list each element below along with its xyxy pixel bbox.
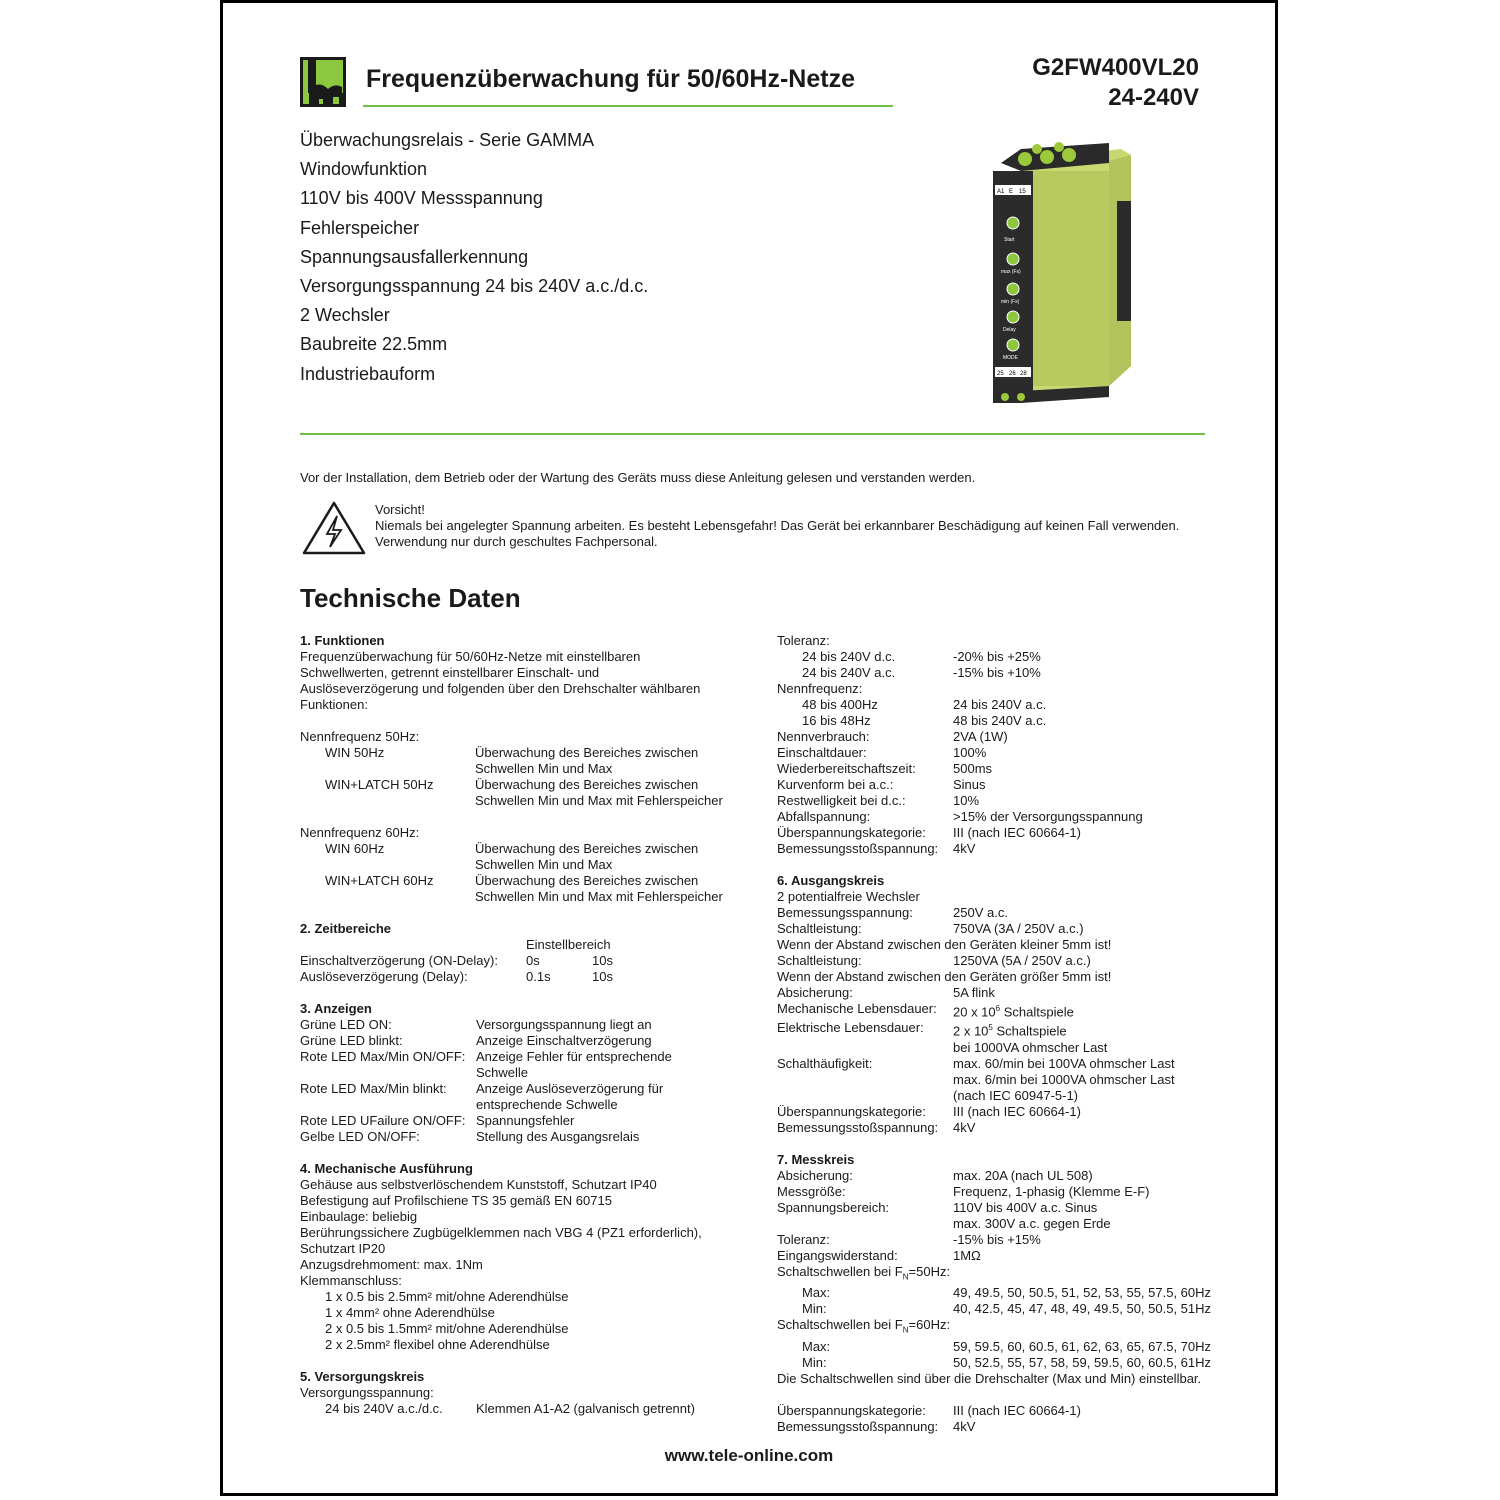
spec-key: 24 bis 240V d.c. — [802, 649, 896, 664]
spec-key: Nennverbrauch: — [777, 729, 870, 744]
feature-list — [300, 126, 648, 389]
spec-value: 24 bis 240V a.c. — [953, 697, 1047, 712]
section-title: 1. Funktionen — [300, 633, 385, 648]
section-title: 6. Ausgangskreis — [777, 873, 885, 888]
spec-value: -15% bis +10% — [953, 665, 1041, 680]
function-desc: Schwellen Min und Max mit Fehlerspeicher — [475, 793, 723, 808]
spec-value: max. 300V a.c. gegen Erde — [953, 1215, 1111, 1231]
high-voltage-warning-icon — [301, 500, 367, 556]
spec-key: Grüne LED blinkt: — [300, 1033, 403, 1048]
text-line: 2 potentialfreie Wechsler — [777, 889, 920, 904]
model-voltage: 24-240V — [1108, 84, 1199, 111]
text-line: Wenn der Abstand zwischen den Geräten kleiner 5mm ist! — [777, 937, 1112, 952]
spec-value: max. 6/min bei 1000VA ohmscher Last — [953, 1071, 1175, 1087]
function-desc: Überwachung des Bereiches zwischen — [475, 745, 699, 760]
function-desc: Überwachung des Bereiches zwischen — [475, 777, 699, 792]
spec-key: 16 bis 48Hz — [802, 713, 871, 728]
spec-value: 4kV — [953, 1418, 976, 1434]
warning-title: Vorsicht! — [375, 502, 425, 517]
spec-value: Schwelle — [476, 1065, 529, 1080]
spec-key: Kurvenform bei a.c.: — [777, 777, 894, 792]
model-block — [1032, 53, 1199, 113]
function-desc: Überwachung des Bereiches zwischen — [475, 841, 699, 856]
tele-logo — [300, 57, 346, 107]
spec-key: Bemessungsstoßspannung: — [777, 1418, 939, 1434]
spec-key: Rote LED Max/Min blinkt: — [300, 1081, 447, 1096]
spec-value: 59, 59.5, 60, 60.5, 61, 62, 63, 65, 67.5, 70Hz — [953, 1338, 1212, 1354]
spec-key: Spannungsbereich: — [777, 1199, 890, 1215]
spec-value: III (nach IEC 60664-1) — [953, 1103, 1081, 1119]
spec-value: -20% bis +25% — [953, 649, 1041, 664]
spec-value: 500ms — [953, 761, 993, 776]
spec-key: Rote LED UFailure ON/OFF: — [300, 1113, 466, 1128]
spec-value: Spannungsfehler — [476, 1113, 575, 1128]
knob-label: Start — [1004, 237, 1015, 243]
threshold-heading: Schaltschwellen bei $F_N=50Hz$: — [777, 1263, 951, 1282]
spec-value: bei 1000VA ohmscher Last — [953, 1039, 1108, 1055]
section-title: 7. Messkreis — [777, 1151, 855, 1167]
spec-key: Min: — [802, 1301, 827, 1317]
threshold-heading: Schaltschwellen bei $F_N=60Hz$: — [777, 1317, 951, 1335]
text-line: Schwellwerten, getrennt einstellbarer Einschalt- und — [300, 665, 600, 680]
terminal-label: 28 — [1020, 371, 1027, 377]
terminal-spec: 1 x 4mm² ohne Aderendhülse — [325, 1305, 495, 1320]
range-header: Einstellbereich — [526, 937, 611, 952]
terminal-label: 15 — [1019, 189, 1026, 195]
spec-key: Auslöseverzögerung (Delay): — [300, 969, 468, 984]
spec-value: 110V bis 400V a.c. Sinus — [953, 1199, 1098, 1215]
section-title: 4. Mechanische Ausführung — [300, 1161, 473, 1176]
terminal-spec: 2 x 2.5mm² flexibel ohne Aderendhülse — [325, 1337, 550, 1352]
warning-line: Niemals bei angelegter Spannung arbeiten. Es besteht Lebensgefahr! Das Gerät bei erkannbarer Beschädigung auf keinen Fall verwenden. — [375, 518, 1180, 533]
spec-key: 24 bis 240V a.c./d.c. — [325, 1401, 443, 1416]
spec-key: Schaltleistung: — [777, 953, 862, 968]
spec-value: 1MΩ — [953, 1247, 981, 1263]
text-line: Anzugsdrehmoment: max. 1Nm — [300, 1257, 483, 1272]
spec-key: Überspannungskategorie: — [777, 1402, 926, 1418]
spec-value: Klemmen A1-A2 (galvanisch getrennt) — [476, 1401, 695, 1416]
terminal-spec: 1 x 0.5 bis 2.5mm² mit/ohne Aderendhülse — [325, 1289, 569, 1304]
function-desc: Schwellen Min und Max — [475, 761, 613, 776]
relay-device-image — [981, 141, 1141, 403]
spec-key: Schaltleistung: — [777, 921, 862, 936]
spec-key: Max: — [802, 1338, 831, 1354]
spec-key: Toleranz: — [777, 1231, 830, 1247]
function-name: WIN+LATCH 60Hz — [325, 873, 434, 888]
spec-value: 10s — [592, 953, 613, 968]
feature-item: Fehlerspeicher — [300, 217, 420, 238]
tech-data-heading: Technische Daten — [300, 583, 521, 613]
spec-value: 4kV — [953, 1119, 976, 1135]
text-line: Funktionen: — [300, 697, 368, 712]
spec-key: Absicherung: — [777, 1167, 853, 1183]
spec-value: 20 x $10^6$ Schaltspiele — [953, 1004, 1074, 1020]
model-number: G2FW400VL20 — [1032, 54, 1199, 81]
product-title: Frequenzüberwachung für 50/60Hz-Netze — [366, 65, 855, 93]
text-line: Einbaulage: beliebig — [300, 1209, 418, 1224]
text-line: Befestigung auf Profilschiene TS 35 gemäß EN 60715 — [300, 1193, 612, 1208]
spec-value: 1250VA (5A / 250V a.c.) — [953, 953, 1091, 968]
spec-value: -15% bis +15% — [953, 1231, 1041, 1247]
feature-item: Spannungsausfallerkennung — [300, 246, 529, 267]
spec-key: Max: — [802, 1285, 831, 1301]
spec-value: Versorgungsspannung liegt an — [476, 1017, 652, 1032]
feature-item: Industriebauform — [300, 363, 436, 384]
install-notice: Vor der Installation, dem Betrieb oder der Wartung des Geräts muss diese Anleitung gelesen und verstanden werden. — [300, 470, 976, 485]
feature-item: Baubreite 22.5mm — [300, 334, 448, 355]
text-line: Versorgungsspannung: — [300, 1385, 434, 1400]
spec-key: Grüne LED ON: — [300, 1017, 392, 1032]
feature-item: Versorgungsspannung 24 bis 240V a.c./d.c. — [300, 276, 649, 297]
text-line: Klemmanschluss: — [300, 1273, 402, 1288]
terminal-label: A1 — [997, 189, 1005, 195]
function-desc: Überwachung des Bereiches zwischen — [475, 873, 699, 888]
spec-value: III (nach IEC 60664-1) — [953, 825, 1081, 840]
text-line: Berührungssichere Zugbügelklemmen nach VBG 4 (PZ1 erforderlich), — [300, 1225, 702, 1240]
function-desc: Schwellen Min und Max mit Fehlerspeicher — [475, 889, 723, 904]
spec-key: 48 bis 400Hz — [802, 697, 878, 712]
spec-value: 10% — [953, 793, 980, 808]
title-underline — [363, 105, 893, 107]
feature-item: 110V bis 400V Messspannung — [300, 188, 543, 209]
spec-value: 2VA (1W) — [953, 729, 1008, 744]
spec-value: 250V a.c. — [953, 905, 1008, 920]
spec-value: Stellung des Ausgangsrelais — [476, 1129, 640, 1144]
spec-key: Bemessungsspannung: — [777, 905, 913, 920]
knob-label: MODE — [1003, 355, 1018, 361]
spec-value: (nach IEC 60947-5-1) — [953, 1087, 1079, 1103]
text-line: Toleranz: — [777, 633, 830, 648]
warning-line: Verwendung nur durch geschultes Fachpersonal. — [375, 534, 658, 549]
spec-value: max. 60/min bei 100VA ohmscher Last — [953, 1055, 1175, 1071]
spec-key: Mechanische Lebensdauer: — [777, 1001, 937, 1016]
tech-column-left — [300, 633, 740, 1417]
section-title: 5. Versorgungskreis — [300, 1369, 425, 1384]
text-line: Auslöseverzögerung und folgenden über den Drehschalter wählbaren — [300, 681, 701, 696]
spec-value: Anzeige Einschaltverzögerung — [476, 1033, 652, 1048]
spec-value: Frequenz, 1-phasig (Klemme E-F) — [953, 1183, 1150, 1199]
knob-label: max (Fs) — [1001, 269, 1021, 275]
spec-value: Anzeige Fehler für entsprechende — [476, 1049, 672, 1064]
spec-value: III (nach IEC 60664-1) — [953, 1402, 1081, 1418]
section-title: 3. Anzeigen — [300, 1001, 372, 1016]
text-line: Nennfrequenz 50Hz: — [300, 729, 420, 744]
terminal-spec: 2 x 0.5 bis 1.5mm² mit/ohne Aderendhülse — [325, 1321, 569, 1336]
spec-value: Sinus — [953, 777, 986, 792]
spec-key: Einschaltverzögerung (ON-Delay): — [300, 953, 498, 968]
warning-text — [375, 502, 1179, 550]
spec-key: Wiederbereitschaftszeit: — [777, 761, 916, 776]
section-title: 2. Zeitbereiche — [300, 921, 392, 936]
spec-value: 0s — [526, 953, 540, 968]
spec-key: Überspannungskategorie: — [777, 1103, 926, 1119]
function-desc: Schwellen Min und Max — [475, 857, 613, 872]
spec-value: 2 x $10^5$ Schaltspiele — [953, 1023, 1067, 1039]
feature-item: Überwachungsrelais - Serie GAMMA — [300, 130, 595, 150]
text-line: Frequenzüberwachung für 50/60Hz-Netze mit einstellbaren — [300, 649, 641, 664]
spec-value: max. 20A (nach UL 508) — [953, 1167, 1093, 1183]
function-name: WIN+LATCH 50Hz — [325, 777, 434, 792]
spec-key: Eingangswiderstand: — [777, 1247, 898, 1263]
terminal-label: E — [1009, 189, 1014, 195]
spec-key: Restwelligkeit bei d.c.: — [777, 793, 906, 808]
text-line: Gehäuse aus selbstverlöschendem Kunststoff, Schutzart IP40 — [300, 1177, 657, 1192]
spec-key: 24 bis 240V a.c. — [802, 665, 896, 680]
spec-value: >15% der Versorgungsspannung — [953, 809, 1143, 824]
spec-key: Bemessungsstoßspannung: — [777, 841, 939, 856]
terminal-label: 26 — [1009, 371, 1016, 377]
knob-label: min (Fs) — [1001, 299, 1020, 305]
spec-value: entsprechende Schwelle — [476, 1097, 618, 1112]
spec-key: Messgröße: — [777, 1183, 846, 1199]
spec-key: Einschaltdauer: — [777, 745, 867, 760]
text-line: Wenn der Abstand zwischen den Geräten größer 5mm ist! — [777, 969, 1112, 984]
section-divider — [300, 433, 1205, 435]
spec-value: 49, 49.5, 50, 50.5, 51, 52, 53, 55, 57.5, 60Hz — [953, 1285, 1212, 1301]
text-line: Nennfrequenz: — [777, 681, 863, 696]
spec-value: 40, 42.5, 45, 47, 48, 49, 49.5, 50, 50.5, 51Hz — [953, 1301, 1212, 1317]
text-line: Schutzart IP20 — [300, 1241, 386, 1256]
terminal-label: 25 — [997, 371, 1004, 377]
footer-url[interactable]: www.tele-online.com — [664, 1446, 834, 1465]
knob-label: Delay — [1003, 327, 1016, 333]
spec-value: Anzeige Auslöseverzögerung für — [476, 1081, 664, 1096]
spec-value: 0.1s — [526, 969, 551, 984]
datasheet-page — [220, 0, 1278, 1496]
text-line: Die Schaltschwellen sind über die Drehschalter (Max und Min) einstellbar. — [777, 1370, 1202, 1386]
spec-key: Gelbe LED ON/OFF: — [300, 1129, 420, 1144]
spec-key: Absicherung: — [777, 985, 853, 1000]
spec-value: 50, 52.5, 55, 57, 58, 59, 59.5, 60, 60.5, 61Hz — [953, 1354, 1212, 1370]
spec-value: 10s — [592, 969, 613, 984]
spec-value: 5A flink — [953, 985, 995, 1000]
function-name: WIN 50Hz — [325, 745, 385, 760]
spec-value: 100% — [953, 745, 987, 760]
spec-key: Rote LED Max/Min ON/OFF: — [300, 1049, 466, 1064]
spec-key: Bemessungsstoßspannung: — [777, 1119, 939, 1135]
spec-key: Abfallspannung: — [777, 809, 871, 824]
feature-item: Windowfunktion — [300, 159, 428, 180]
tech-column-right — [777, 633, 1237, 1435]
spec-key: Elektrische Lebensdauer: — [777, 1020, 924, 1036]
spec-key: Schalthäufigkeit: — [777, 1055, 873, 1071]
spec-value: 750VA (3A / 250V a.c.) — [953, 921, 1084, 936]
spec-key: Überspannungskategorie: — [777, 825, 926, 840]
text-line: Nennfrequenz 60Hz: — [300, 825, 420, 840]
feature-item: 2 Wechsler — [300, 305, 390, 326]
spec-value: 4kV — [953, 841, 976, 856]
spec-value: 48 bis 240V a.c. — [953, 713, 1047, 728]
spec-key: Min: — [802, 1354, 827, 1370]
function-name: WIN 60Hz — [325, 841, 385, 856]
